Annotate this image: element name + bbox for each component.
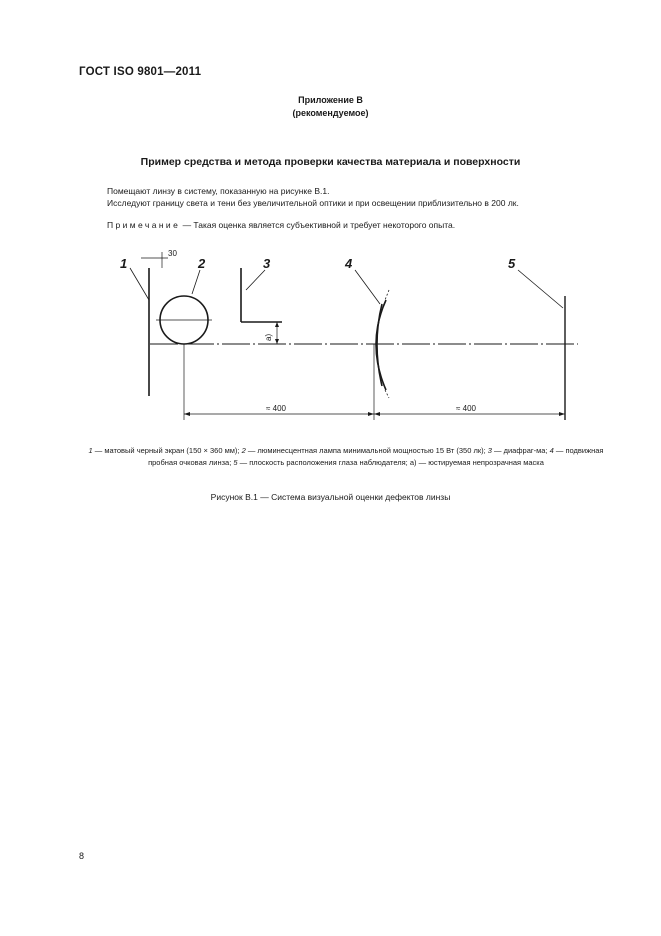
lens-bottom-hatch <box>385 390 389 398</box>
note-label: Примечание <box>107 220 181 230</box>
annex-subtitle: (рекомендуемое) <box>292 108 369 118</box>
legend-num-2: 2 <box>241 446 246 455</box>
dim-right-text: ≈ 400 <box>456 404 476 413</box>
document-code: ГОСТ ISO 9801—2011 <box>79 66 202 78</box>
figure-legend <box>79 445 613 469</box>
dim-arrow-2 <box>368 412 374 416</box>
page-number: 8 <box>79 851 85 861</box>
leader-line-5 <box>518 270 563 308</box>
dim-arrow-4 <box>559 412 565 416</box>
legend-text-4: — подвижная пробная очковая линза; <box>148 446 604 467</box>
legend-text-3: — диафраг-ма; <box>491 446 550 455</box>
label-2: 2 <box>198 256 206 271</box>
body-line-1: Помещают линзу в систему, показанную на рисунке В.1. <box>107 186 330 196</box>
figure-caption: Рисунок В.1 — Система визуальной оценки дефектов линзы <box>210 492 451 502</box>
legend-num-4: 4 <box>549 446 554 455</box>
legend-text-2: — люминесцентная лампа минимальной мощностью 15 Вт (350 лк); <box>245 446 488 455</box>
leader-line-2 <box>192 270 200 294</box>
trial-lens-back <box>377 304 382 386</box>
dim-30-text: 30 <box>168 249 177 258</box>
legend-text-1: — матовый черный экран (150 × 360 мм); <box>92 446 242 455</box>
dim-a-arrow-bottom <box>275 339 279 344</box>
legend-num-5: 5 <box>233 458 238 467</box>
legend-text-5: — плоскость расположения глаза наблюдателя; а) — юстируемая непрозрачная маска <box>237 458 544 467</box>
label-1: 1 <box>120 256 128 271</box>
legend-num-3: 3 <box>487 446 492 455</box>
note-text: — Такая оценка является субъективной и требует некоторого опыта. <box>180 220 456 230</box>
lens-top-hatch <box>385 290 389 300</box>
body-line-2: Исследуют границу света и тени без увеличительной оптики и при освещении приблизительно в 200 лк. <box>107 198 519 208</box>
label-3: 3 <box>263 256 271 271</box>
label-4: 4 <box>345 256 353 271</box>
leader-line-1 <box>130 268 149 300</box>
dim-left-text: ≈ 400 <box>266 404 286 413</box>
leader-line-3 <box>246 270 265 290</box>
dim-arrow-3 <box>374 412 380 416</box>
lens-inspection-diagram <box>0 0 661 440</box>
legend-num-1: 1 <box>88 446 93 455</box>
label-5: 5 <box>508 256 516 271</box>
section-title: Пример средства и метода проверки качества материала и поверхности <box>140 156 521 168</box>
dim-a-text: а) <box>264 333 273 341</box>
leader-line-4 <box>355 270 380 304</box>
annex-title: Приложение В <box>298 95 363 105</box>
dim-arrow-1 <box>184 412 190 416</box>
